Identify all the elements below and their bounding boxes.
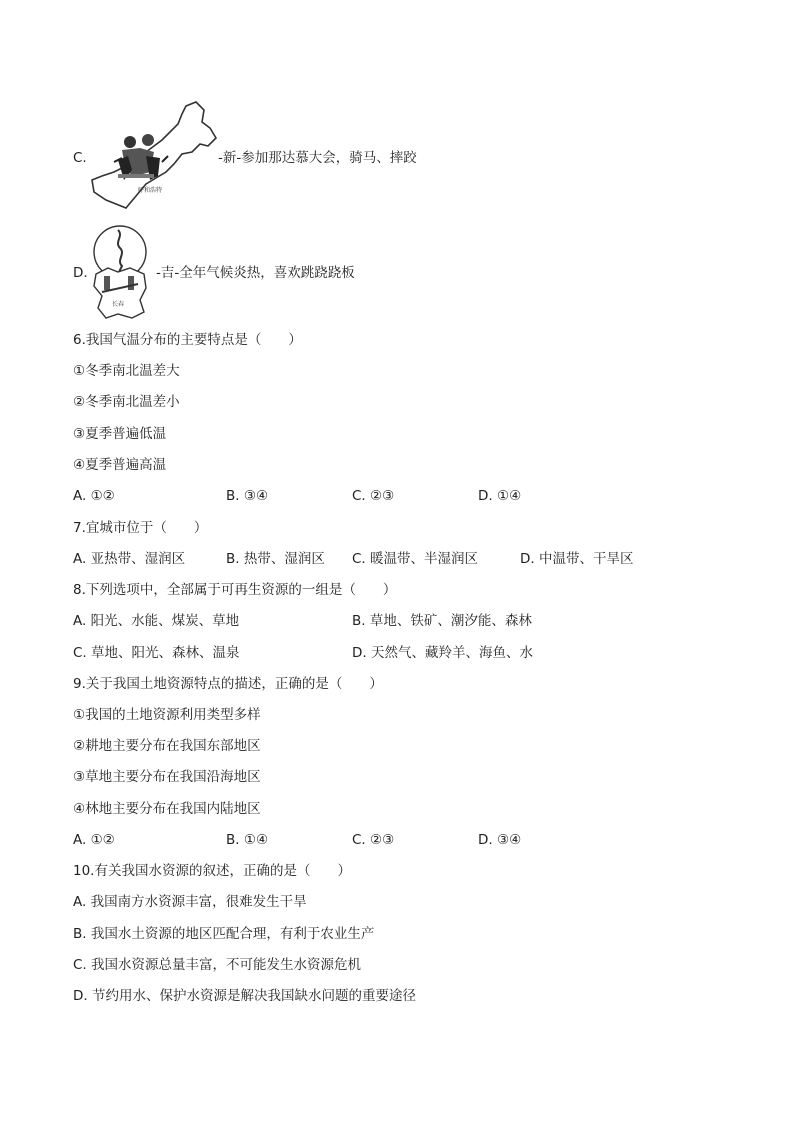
q10-option-b[interactable]: B. 我国水土资源的地区匹配合理，有利于农业生产 [73, 926, 375, 942]
q6-item: ④夏季普遍高温 [73, 457, 167, 473]
q10-option-a[interactable]: A. 我国南方水资源丰富，很难发生干旱 [73, 894, 307, 910]
q9-item: ②耕地主要分布在我国东部地区 [73, 738, 261, 754]
option-c-text: -新-参加那达慕大会，骑马、摔跤 [218, 150, 417, 166]
q9-option-b[interactable]: B. ①④ [226, 832, 269, 848]
q9-stem: 9.关于我国土地资源特点的描述，正确的是（ ） [73, 676, 383, 692]
q6-item: ①冬季南北温差大 [73, 363, 180, 379]
q7-option-d[interactable]: D. 中温带、干旱区 [520, 551, 634, 567]
q7-option-c[interactable]: C. 暖温带、半湿润区 [352, 551, 479, 567]
q6-option-b[interactable]: B. ③④ [226, 488, 269, 504]
q7-option-a[interactable]: A. 亚热带、湿润区 [73, 551, 186, 567]
q7-option-b[interactable]: B. 热带、湿润区 [226, 551, 325, 567]
q9-item: ③草地主要分布在我国沿海地区 [73, 769, 261, 785]
q8-option-b[interactable]: B. 草地、铁矿、潮汐能、森林 [352, 613, 532, 629]
q7-stem: 7.宜城市位于（ ） [73, 520, 208, 536]
q9-option-c[interactable]: C. ②③ [352, 832, 395, 848]
q9-item: ④林地主要分布在我国内陆地区 [73, 801, 261, 817]
q6-option-c[interactable]: C. ②③ [352, 488, 395, 504]
q6-option-d[interactable]: D. ①④ [478, 488, 522, 504]
q6-item: ②冬季南北温差小 [73, 394, 180, 410]
q9-item: ①我国的土地资源利用类型多样 [73, 707, 261, 723]
q10-option-c[interactable]: C. 我国水资源总量丰富，不可能发生水资源危机 [73, 957, 362, 973]
inner-mongolia-map-image [88, 100, 228, 215]
q8-option-a[interactable]: A. 阳光、水能、煤炭、草地 [73, 613, 240, 629]
q6-item: ③夏季普遍低温 [73, 426, 167, 442]
q10-stem: 10.有关我国水资源的叙述，正确的是（ ） [73, 863, 351, 879]
option-d-text: -吉-全年气候炎热，喜欢跳跷跷板 [156, 265, 355, 281]
q8-stem: 8.下列选项中，全部属于可再生资源的一组是（ ） [73, 582, 397, 598]
q6-stem: 6.我国气温分布的主要特点是（ ） [73, 332, 302, 348]
option-d-letter: D. [73, 265, 88, 281]
option-c-letter: C. [73, 150, 87, 166]
jilin-map-image [88, 222, 152, 322]
q10-option-d[interactable]: D. 节约用水、保护水资源是解决我国缺水问题的重要途径 [73, 988, 416, 1004]
q8-option-c[interactable]: C. 草地、阳光、森林、温泉 [73, 645, 240, 661]
q8-option-d[interactable]: D. 天然气、藏羚羊、海鱼、水 [352, 645, 533, 661]
province-outline-shape [94, 268, 146, 318]
q9-option-a[interactable]: A. ①② [73, 832, 115, 848]
q6-option-a[interactable]: A. ①② [73, 488, 115, 504]
map-caption-hohhot: 呼和浩特 [138, 187, 163, 194]
map-caption-changchun: 长春 [112, 301, 125, 308]
q9-option-d[interactable]: D. ③④ [478, 832, 522, 848]
